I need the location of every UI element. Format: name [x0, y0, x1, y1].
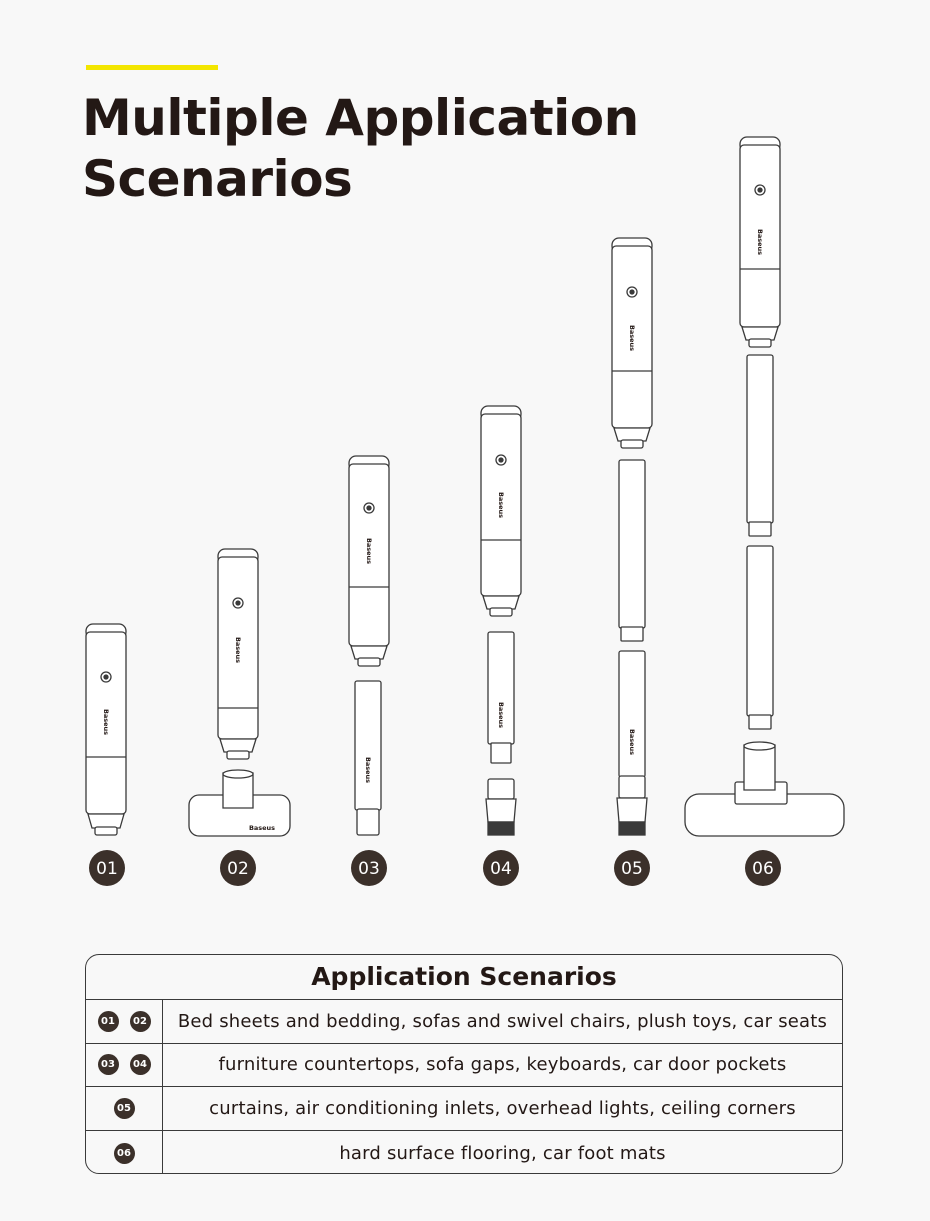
- table-title: Application Scenarios: [86, 955, 842, 1000]
- row-badges: [86, 1131, 163, 1175]
- mini-badge: 04: [130, 1054, 151, 1075]
- brand-logo-06: Baseus: [756, 228, 764, 256]
- mini-badge: 05: [114, 1098, 135, 1119]
- table-row: [86, 1087, 842, 1131]
- row-badges: [86, 1044, 163, 1087]
- mini-badge: 03: [98, 1054, 119, 1075]
- badge-04: 04: [490, 859, 512, 879]
- row-description: hard surface flooring, car foot mats: [339, 1142, 666, 1164]
- table-row: [86, 1000, 842, 1044]
- table-row: [86, 1131, 842, 1175]
- row-description: curtains, air conditioning inlets, overhead lights, ceiling corners: [209, 1097, 796, 1119]
- badge-02: 02: [227, 859, 249, 879]
- badge-01: 01: [96, 859, 118, 879]
- row-description: Bed sheets and bedding, sofas and swivel chairs, plush toys, car seats: [177, 1010, 828, 1032]
- row-badges: [86, 1087, 163, 1130]
- vacuum-config-06: [685, 137, 844, 836]
- vacuum-config-02: [189, 549, 290, 836]
- page-title-line-2: Scenarios: [82, 150, 353, 208]
- table-row: [86, 1044, 842, 1088]
- scenarios-table: [85, 954, 843, 1174]
- tube-brand-05: Baseus: [628, 728, 636, 756]
- tube-brand-04: Baseus: [497, 701, 505, 729]
- row-badges: [86, 1000, 163, 1043]
- vacuum-config-05: [612, 238, 652, 835]
- mini-badge: 02: [130, 1011, 151, 1032]
- brand-logo-05: Baseus: [628, 324, 636, 352]
- row-description: furniture countertops, sofa gaps, keyboards, car door pockets: [218, 1054, 787, 1076]
- mini-badge: 06: [114, 1143, 135, 1164]
- badge-05: 05: [621, 859, 643, 879]
- vacuum-config-01: [86, 624, 126, 835]
- page-title-line-1: Multiple Application: [82, 89, 639, 147]
- brand-logo-02: Baseus: [234, 636, 242, 664]
- brand-logo-01: Baseus: [102, 708, 110, 736]
- vacuum-config-03: [349, 456, 389, 835]
- brush-brand-02: Baseus: [248, 824, 276, 832]
- config-badges: [89, 850, 781, 886]
- brand-logo-03: Baseus: [365, 537, 373, 565]
- badge-06: 06: [752, 859, 774, 879]
- vacuum-config-04: [481, 406, 521, 835]
- brand-logo-04: Baseus: [497, 491, 505, 519]
- mini-badge: 01: [98, 1011, 119, 1032]
- badge-03: 03: [358, 859, 380, 879]
- tube-brand-03: Baseus: [364, 756, 372, 784]
